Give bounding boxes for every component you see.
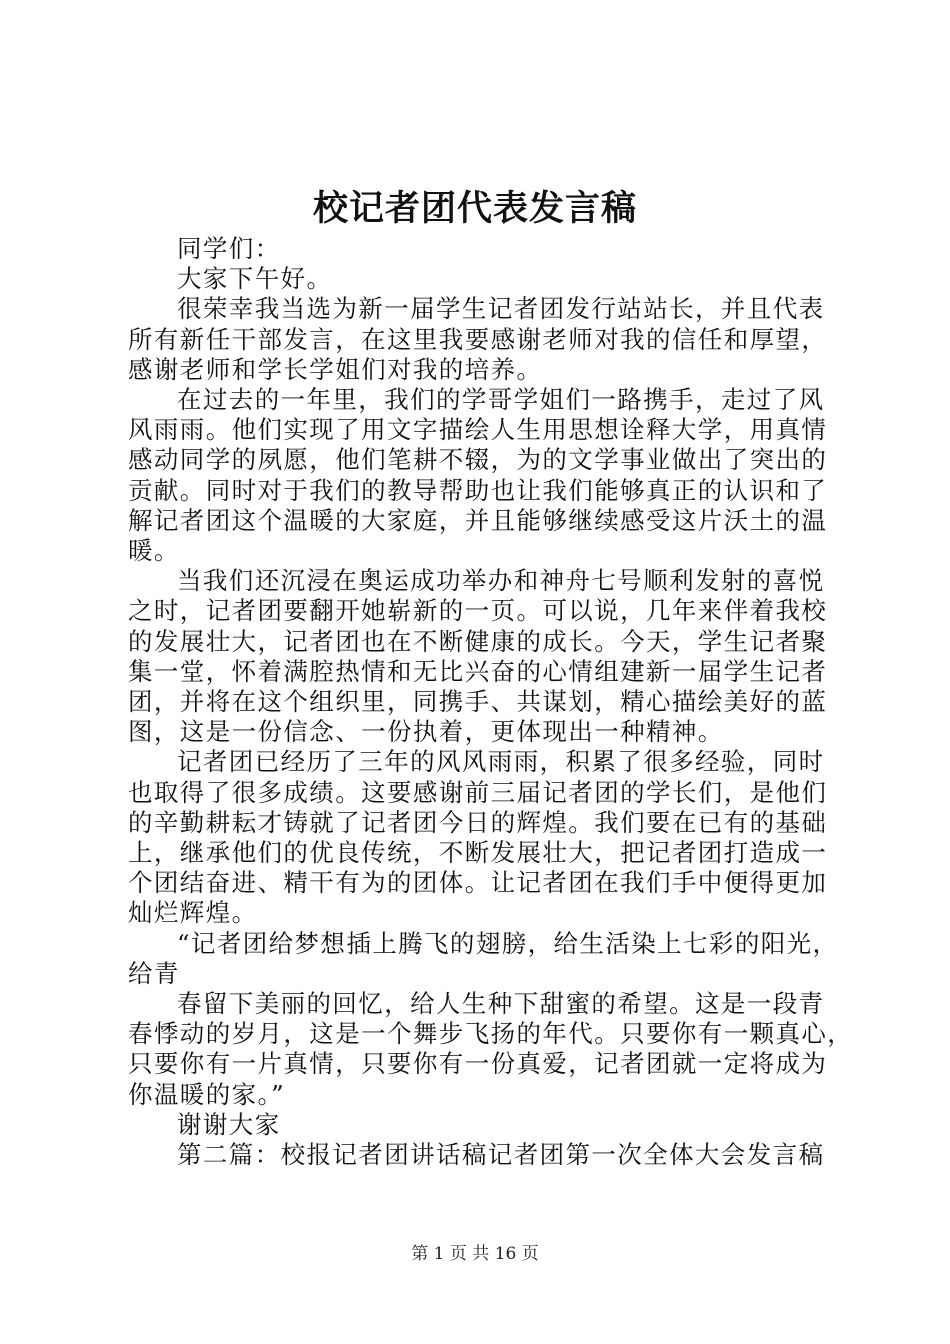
text-line: 很荣幸我当选为新一届学生记者团发行站站长，并且代表 <box>177 294 825 324</box>
text-line: 你温暖的家。” <box>128 1079 286 1109</box>
text-line: 谢谢大家 <box>177 1109 281 1139</box>
text-line: 同学们： <box>177 234 281 263</box>
document-title: 校记者团代表发言稿 <box>312 188 637 229</box>
text-line: 的辛勤耕耘才铸就了记者团今日的辉煌。我们要在已有的基础 <box>128 807 828 837</box>
document-body <box>128 234 854 1170</box>
paragraph <box>128 929 840 989</box>
paragraph <box>128 234 840 264</box>
page-footer: 第 1 页 共 16 页 <box>411 1244 539 1264</box>
paragraph <box>128 1140 840 1170</box>
text-line: 个团结奋进、精干有为的团体。让记者团在我们手中便得更加 <box>128 868 828 898</box>
text-line: 春留下美丽的回忆，给人生种下甜蜜的希望。这是一段青 <box>177 989 825 1019</box>
text-line: 给青 <box>128 958 180 988</box>
text-line: 集一堂，怀着满腔热情和无比兴奋的心情组建新一届学生记者 <box>128 656 828 686</box>
paragraph <box>128 989 854 1110</box>
text-line: 春悸动的岁月，这是一个舞步飞扬的年代。只要你有一颗真心， <box>128 1019 854 1049</box>
text-line: 灿烂辉煌。 <box>128 898 258 928</box>
text-line: 所有新任干部发言，在这里我要感谢老师对我的信任和厚望， <box>128 324 828 354</box>
paragraph <box>128 566 840 747</box>
paragraph <box>128 1110 840 1140</box>
text-line: 大家下午好。 <box>177 264 333 294</box>
text-line: 解记者团这个温暖的大家庭，并且能够继续感受这片沃土的温 <box>128 505 828 535</box>
text-line: 在过去的一年里，我们的学哥学姐们一路携手，走过了风 <box>177 385 825 415</box>
text-line: 的发展壮大，记者团也在不断健康的成长。今天，学生记者聚 <box>128 626 828 656</box>
text-line: 第二篇：校报记者团讲话稿记者团第一次全体大会发言稿 <box>177 1140 825 1170</box>
text-line: “记者团给梦想插上腾飞的翅膀，给生活染上七彩的阳光， <box>177 928 839 958</box>
text-line: 暖。 <box>128 536 180 566</box>
text-line: 团，并将在这个组织里，同携手、共谋划，精心描绘美好的蓝 <box>128 687 828 717</box>
text-line: 只要你有一片真情，只要你有一份真爱，记者团就一定将成为 <box>128 1049 828 1079</box>
text-line: 风雨雨。他们实现了用文字描绘人生用思想诠释大学，用真情 <box>128 415 828 445</box>
text-line: 感谢老师和学长学姐们对我的培养。 <box>128 354 543 384</box>
text-line: 记者团已经历了三年的风风雨雨，积累了很多经验，同时 <box>177 747 825 777</box>
text-line: 贡献。同时对于我们的教导帮助也让我们能够真正的认识和了 <box>128 475 828 505</box>
paragraph <box>128 264 840 294</box>
paragraph <box>128 747 840 928</box>
text-line: 也取得了很多成绩。这要感谢前三届记者团的学长们，是他们 <box>128 777 828 807</box>
text-line: 上，继承他们的优良传统，不断发展壮大，把记者团打造成一 <box>128 838 828 868</box>
text-line: 当我们还沉浸在奥运成功举办和神舟七号顺利发射的喜悦 <box>177 566 825 596</box>
paragraph <box>128 294 840 385</box>
text-line: 感动同学的夙愿，他们笔耕不辍，为的文学事业做出了突出的 <box>128 445 828 475</box>
text-line: 之时，记者团要翻开她崭新的一页。可以说，几年来伴着我校 <box>128 596 828 626</box>
text-line: 图，这是一份信念、一份执着，更体现出一种精神。 <box>128 717 724 747</box>
paragraph <box>128 385 840 566</box>
